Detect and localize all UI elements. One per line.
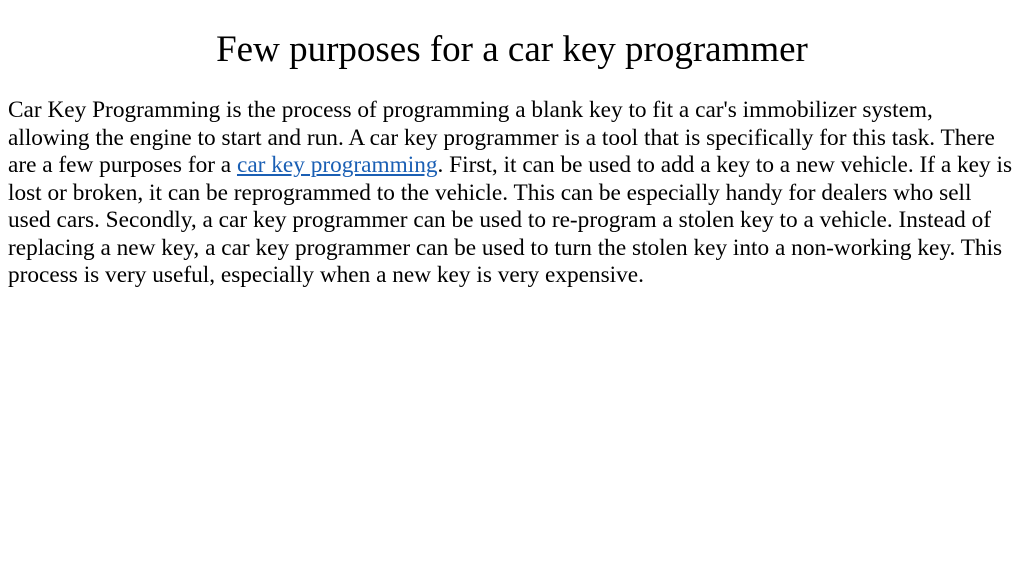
body-paragraph bbox=[8, 97, 1016, 290]
paragraph-text-after-link: . First, it can be used to add a key to a new vehicle. If a key is lost or broken, it can be reprogrammed to the vehicle. This can be especially handy for dealers who sell used cars. Secondly, a car key programmer can be used to re-program a stolen key to a vehicle. Instead of replacing a new key, a car key programmer can be used to turn the stolen key into a non-working key. This process is very useful, especially when a new key is very expensive. bbox=[8, 152, 1013, 288]
car-key-programming-link[interactable]: car key programming bbox=[236, 152, 438, 178]
paragraph-text-before-link: Car Key Programming is the process of programming a blank key to fit a car's immobilizer system, allowing the engine to start and run. A car key programmer is a tool that is specifically for this task. There are a few purposes for a bbox=[8, 97, 995, 178]
page-title: Few purposes for a car key programmer bbox=[216, 29, 808, 70]
